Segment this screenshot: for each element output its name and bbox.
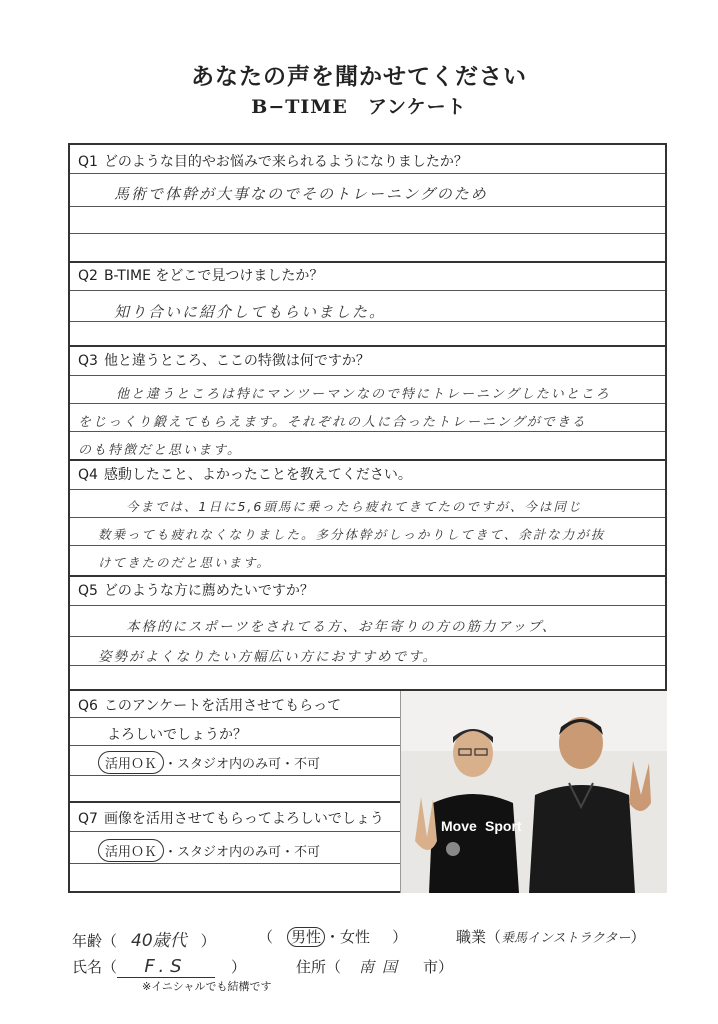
job-value: 乗馬インストラクター (501, 931, 631, 946)
divider (70, 665, 665, 666)
option-rest: ・スタジオ内のみ可・不可 (164, 845, 321, 860)
age-value: 40歳代 (131, 931, 187, 951)
divider (70, 375, 665, 376)
address-field: 住所（ 南国 市） (296, 958, 454, 976)
question-6: Q6 このアンケートを活用させてもらって (78, 698, 342, 714)
option-ok-selected[interactable]: 活用ＯＫ (98, 751, 164, 774)
gender-male-selected[interactable]: 男性 (287, 927, 325, 947)
divider (70, 321, 665, 322)
customer-photo (400, 691, 667, 893)
name-field: 氏名（ F.S ） (72, 956, 247, 977)
answer-2-line-1: 知り合いに紹介してもらいました。 (114, 303, 387, 321)
divider (70, 636, 665, 637)
divider (70, 173, 665, 174)
divider (70, 831, 400, 832)
answer-4-line-3: けてきたのだと思います。 (98, 555, 272, 570)
age-field: 年齢（ 40歳代 ） (72, 931, 216, 951)
divider (70, 775, 400, 776)
address-value: 南国 (359, 958, 406, 976)
divider (70, 431, 665, 432)
divider (70, 489, 665, 490)
answer-5-line-1: 本格的にスポーツをされてる方、お年寄りの方の筋力アップ、 (126, 619, 558, 635)
divider (70, 717, 400, 718)
divider (70, 745, 400, 746)
divider (70, 233, 665, 234)
answer-4-line-1: 今までは、1日に5,6頭馬に乗ったら疲れてきてたのですが、今は同じ (126, 499, 583, 514)
section-divider (70, 345, 665, 347)
divider (70, 206, 665, 207)
answer-4-line-2: 数乗っても疲れなくなりました。多分体幹がしっかりしてきて、余計な力が抜 (98, 527, 606, 542)
option-ok-selected[interactable]: 活用ＯＫ (98, 839, 164, 862)
name-value: F.S (117, 956, 215, 978)
question-3: Q3 他と違うところ、ここの特徴は何ですか？ (78, 353, 370, 369)
gender-female[interactable]: 女性 (340, 928, 371, 946)
survey-title: あなたの声を聞かせてください (191, 64, 527, 90)
survey-subtitle: B−TIME アンケート (251, 96, 467, 118)
question-5: Q5 どのような方に薦めたいですか？ (78, 583, 314, 599)
divider (70, 605, 665, 606)
answer-1-line-1: 馬術で体幹が大事なのでそのトレーニングのため (114, 185, 488, 203)
answer-5-line-2: 姿勢がよくなりたい方幅広い方におすすめです。 (98, 649, 439, 665)
shirt-text: Move (441, 818, 477, 834)
question-7: Q7 画像を活用させてもらってよろしいでしょう (78, 811, 384, 827)
job-field: 職業（乗馬インストラクター） (456, 928, 646, 946)
answer-3-line-2: をじっくり鍛えてもらえます。それぞれの人に合ったトレーニングができる (78, 415, 587, 430)
section-divider (70, 261, 665, 263)
question-1: Q1 どのような目的やお悩みで来られるようになりましたか？ (78, 154, 468, 170)
section-divider (70, 459, 665, 461)
initials-note: ※イニシャルでも結構です (142, 980, 272, 993)
shirt-text: Sport (485, 818, 522, 834)
gender-field: （ 男性 ・女性 ） (258, 928, 408, 946)
divider (70, 290, 665, 291)
usage-choice-q6 (98, 751, 320, 774)
section-divider (70, 575, 665, 577)
question-2: Q2 B-TIME をどこで見つけましたか？ (78, 268, 324, 284)
option-rest: ・スタジオ内のみ可・不可 (164, 757, 321, 772)
divider (70, 517, 665, 518)
divider (70, 863, 400, 864)
answer-3-line-1: 他と違うところは特にマンツーマンなので特にトレーニングしたいところ (116, 387, 611, 402)
divider (70, 403, 665, 404)
question-4: Q4 感動したこと、よかったことを教えてください。 (78, 467, 412, 483)
section-divider (70, 801, 400, 803)
question-6-line-2: よろしいでしょうか？ (107, 727, 247, 743)
divider (70, 545, 665, 546)
usage-choice-q7 (98, 839, 320, 862)
answer-3-line-3: のも特徴だと思います。 (78, 443, 242, 458)
survey-form (68, 143, 667, 893)
